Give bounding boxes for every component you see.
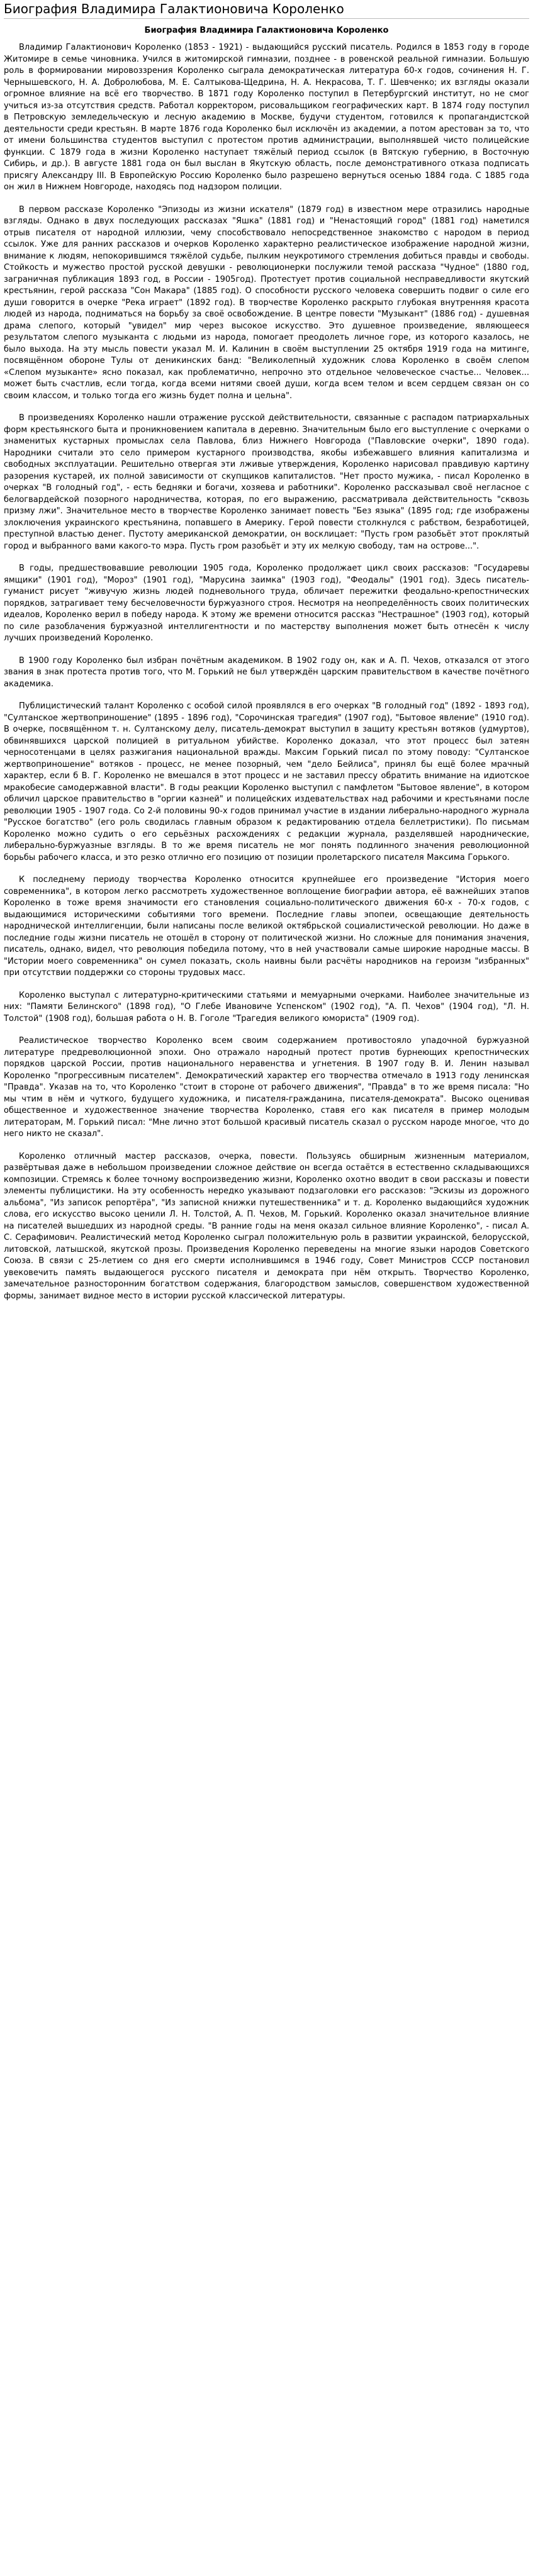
paragraph-early-stories: В первом рассказе Короленко "Эпизоды из жизни искателя" (1879 год) в известном мере отразились народные взгляды. Однако в двух последующих рассказах "Яшка" (1881 год) и "Ненастоящий город" (1881 год) наметился отрыв писателя от народной иллюзии, чему способствовало непосредственное знакомство с народом в период ссылок. Уже для ранних рассказов и очерков Короленко характерно реалистическое изображение народной жизни, внимание к людям, непокорившимся тяжёлой судьбе, пылким неукротимого стремления добиться правды и свободы. Стойкость и мужество простой русской девушки - революционерки послужили темой рассказа "Чудное" (1880 год, заграничная публикация 1893 год, в России - 1905год). Протестует против социальной несправедливости якутский крестьянин, герой рассказа "Сон Макара" (1885 год). О способности русского человека совершить подвиг о силе его души говорится в очерке "Река играет" (1892 год). В творчестве Короленко раскрыто глубокая внутренняя красота людей из народа, подниматься на борьбу за своё освобождение. В центре повести "Музыкант" (1886 год) - душевная драма слепого, который "увидел" мир через высокое искусство. Это душевное произведение, являющееся результатом слепого музыканта с людьми из народа, помогает преодолеть личное горе, из которого казалось, не было выхода. На эту мысль повести указал М. И. Калинин в своём выступлении 25 октября 1919 года на митинге, посвящённом обороне Тулы от деникинских банд: "Великолепный художник слова Короленко в своём слепом «Слепом музыканте» ясно показал, как проблематично, непрочно это отдельное человеческое счастье... Человек... может быть счастлив, если тогда, когда всеми нитями своей души, когда всем телом и всем сердцем связан он со своим классом, и только тогда его жизнь будет полна и цельна". (4, 204, 529, 401)
paragraph-academician: В 1900 году Короленко был избран почётным академиком. В 1902 году он, как и А. П. Чехов, отказался от этого звания в знак протеста против того, что М. Горький не был утверждён царским правительством в качестве почётного академика. (4, 655, 529, 689)
paragraph-reality: В произведениях Короленко нашли отражение русской действительности, связанные с распадом патриархальных форм крестьянского быта и проникновением капитала в деревню. Значительным было его выступление с очерками о знаменитых кустарных промыслах села Павлова, близ Нижнего Новгорода ("Павловские очерки", 1890 года). Народники считали это село примером кустарного производства, якобы избежавшего влияния капитализма и свободных эксплуатации. Решительно отвергая эти лживые утверждения, Короленко нарисовал правдивую картину разорения кустарей, их полной зависимости от скупщиков капиталистов. "Нет просто мужика, - писал Короленко в очерках "В голодный год", - есть бедняки и богачи, хозяева и работники". Короленко рассказывал своё негласное с белогвардейской позорного народничества, которая, по его выражению, рассматривала действительность "сквозь призму лжи". Значительное место в творчестве Короленко занимает повесть "Без языка" (1895 год; где изображены злоключения украинского крестьянина, попавшего в Америку. Герой повести столкнулся с рабством, безработицей, преступной властью денег. Пустоту американской демократии, он восклицает: "Пусть гром разобьёт этот проклятый город и выбранного вами какого-то мэра. Пусть гром разобьёт и эту их мелкую свободу, там на острове...". (4, 413, 529, 551)
paragraph-biography-intro: Владимир Галактионович Короленко (1853 - 1921) - выдающийся русский писатель. Родился в 1853 году в городе Житомире в семье чиновника. Учился в житомирской гимназии, позднее - в ровенской реальной гимназии. Большую роль в формировании мировоззрения Короленко сыграла демократическая литература 60-х годов, сочинения Н. Г. Чернышевского, Н. А. Добролюбова, М. Е. Салтыкова-Щедрина, Н. А. Некрасова, Т. Г. Шевченко; их взгляды оказали огромное влияние на всё его творчество. В 1871 году Короленко поступил в Петербургский институт, но не смог учиться из-за отсутствия средств. Работал корректором, рисовальщиком географических карт. В 1874 году поступил в Петровскую земледельческую и лесную академию в Москве, будучи студентом, готовился к пропагандистской деятельности среди крестьян. В марте 1876 года Короленко был исключён из академии, а потом арестован за то, что от имени большинства студентов выступил с протестом против администрации, выполнявшей чисто полицейские функции. С 1879 года в жизни Короленко наступает тяжёлый период ссылок (в Вятскую губернию, в Восточную Сибирь, и др.). В августе 1881 года он был выслан в Якутскую область, после демонстративного отказа подписать присягу Александру III. В Европейскую Россию Короленко было разрешено вернуться осенью 1884 года. С 1885 года он жил в Нижнем Новгороде, находясь под надзором полиции. (4, 43, 529, 192)
paragraph-pre-revolution: В годы, предшествовавшие революции 1905 года, Короленко продолжает цикл своих рассказов: "Государевы ямщики" (1901 год), "Мороз" (1901 год), "Марусина заимка" (1903 год), "Феодалы" (1901 год). Здесь писатель-гуманист рисует "живучую жизнь людей подневольного труда, обличает пережитки феодально-крепостнических порядков, затрагивает тему бесчеловечности буржуазного строя. Несмотря на неопределённость своих политических идеалов, Короленко верил в победу народа. К этому же времени относится рассказ "Нестрашное" (1903 год), который по силе разоблачения буржуазной интеллигентности и по мастерству выполнения может быть отнесён к числу лучших произведений Короленко. (4, 564, 529, 643)
paragraph-mastery: Короленко отличный мастер рассказов, очерка, повести. Пользуясь обширным жизненным материалом, развёртывая даже в небольшом произведении сложное действие он всегда остаётся в естественно складывающихся композиции. Стремясь к более точному воспроизведению жизни, Короленко охотно вводит в свои рассказы и повести элементы публицистики. На эту особенность нередко указывают подзаголовки его рассказов: "Эскизы из дорожного альбома", "Из записок репортёра", "Из записной книжки путешественника" и т. д. Короленко выдающийся художник слова, его искусство высоко ценили Л. Н. Толстой, А. П. Чехов, М. Горький. Короленко оказал значительное влияние на писателей вышедших из народной среды. "В ранние годы на меня оказал сильное влияние Короленко", - писал А. С. Серафимович. Реалистический метод Короленко сыграл положительную роль в развитии украинской, белорусской, литовской, латышской, якутской прозы. Произведения Короленко переведены на многие языки народов Советского Союза. В связи с 25-летием со дня его смерти исполнившимся в 1946 году, Совет Министров СССР постановил увековечить память выдающегося русского писателя и демократа при нём открыть. Творчество Короленко, замечательное разносторонним богатством содержания, благородством замыслов, совершенством художественной формы, занимает видное место в истории русской классической литературы. (4, 1151, 529, 1301)
paragraph-publicism: Публицистический талант Короленко с особой силой проявлялся в его очерках "В голодный год" (1892 - 1893 год), "Султанское жертвоприношение" (1895 - 1896 год), "Сорочинская трагедия" (1907 год), "Бытовое явление" (1910 год). В очерке, посвящённом т. н. Султанскому делу, писатель-демократ выступил в защиту крестьян вотяков (удмуртов), обвинявшихся царской полицией в ритуальном убийстве. Короленко доказал, что этот процесс был затеян черносотенцами в целях разжигания национальной вражды. Максим Горький писал по этому поводу: "Султанское жертвоприношение" вотяков - процесс, не менее позорный, чем "дело Бейлиса", принял бы ещё более мрачный характер, если б В. Г. Короленко не вмешался в этот процесс и не заставил прессу обратить внимание на идиотское мракобесие самодержавной власти". В годы реакции Короленко выступил с памфлетом "Бытовое явление", в котором обличил царское правительство в "оргии казней" и полицейских издевательствах над рабочими и крестьянами после революции 1905 - 1907 года. Со 2-й половины 90-х годов принимал участие в издании либерально-народного журнала "Русское богатство" (его роль сводилась главным образом к редактированию отдела беллетристики). По письмам Короленко можно судить о его серьёзных расхождениях с редакции журнала, разделявшей народнические, либерально-буржуазные взгляды. В то же время писатель не мог понять подлинного значения революционной борьбы рабочего класса, и это резко отлично его позицию от позиции пролетарского писателя Максима Горького. (4, 701, 529, 862)
paragraph-history-of-contemporary: К последнему периоду творчества Короленко относится крупнейшее его произведение "История моего современника", в котором легко рассмотреть художественное воплощение биографии автора, её важнейших этапов Короленко в тоже время значимости его становления социально-политического движения 60-х - 70-х годов, с выдающимися историческими событиями того времени. Последние главы эпопеи, освещающие деятельность народнической интеллигенции, были написаны после великой октябрьской социалистической революции. Но даже в последние годы жизни писатель не отошёл в сторону от политической жизни. Но сложные для понимания значения, писатель, однако, видел, что революция победила потому, что в ней участвовали самые широкие народные массы. В "Истории моего современника" он сумел показать, сколь наивны были расчёты народников на героизм "избранных" при отсутствии поддержки со стороны трудовых масс. (4, 875, 529, 978)
article-heading: Биография Владимира Галактионовича Короленко (144, 26, 389, 35)
paragraph-critical-essays: Короленко выступал с литературно-критическими статьями и мемуарными очерками. Наиболее значительные из них: "Памяти Белинского" (1898 год), "О Глебе Ивановиче Успенском" (1902 год), "А. П. Чехов" (1904 год), "Л. Н. Толстой" (1908 год), большая работа о Н. В. Гоголе "Трагедия великого юмориста" (1909 год). (4, 990, 529, 1023)
paragraph-realism: Реалистическое творчество Короленко всем своим содержанием противостояло упадочной буржуазной литературе предреволюционной эпохи. Оно отражало народный протест против бурнеющих крепостнических порядков царской России, против национального неравенства и угнетения. В 1907 году В. И. Ленин называл Короленко "прогрессивным писателем". Демократический характер его творчества отмечало в 1913 году ленинская "Правда". Указав на то, что Короленко "стоит в стороне от рабочего движения", "Правда" в то же время писала: "Но мы чтим в нём и чуткого, будущего художника, и писателя-гражданина, писателя-демократа". Высоко оценивая общественное и художественное значение творчества Короленко, ставя его как писателя в пример молодым литераторам, М. Горький писал: "Мне лично этот большой красивый писатель сказал о русском народе многое, что до него никто не сказал". (4, 1036, 529, 1139)
page-title: Биография Владимира Галактионовича Короленко (4, 1, 529, 19)
article-body (4, 42, 529, 1302)
